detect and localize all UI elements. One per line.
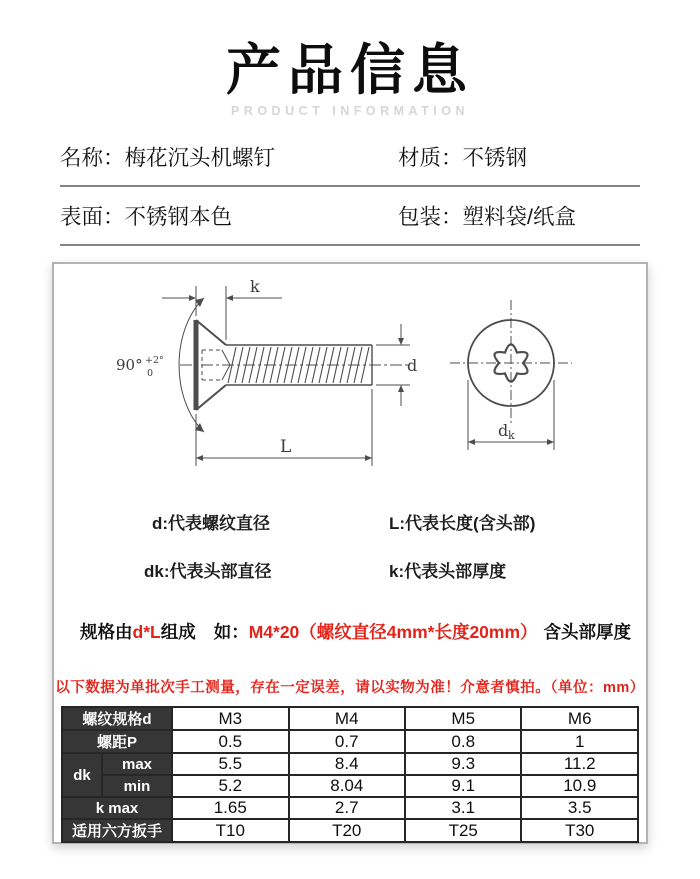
table-cell: 9.1	[405, 775, 521, 797]
info-item-name	[60, 141, 398, 172]
table-row-wrench	[62, 819, 638, 842]
table-cell: 5.5	[172, 753, 288, 775]
table-row-k-max	[62, 797, 638, 819]
screw-technical-drawing	[54, 268, 646, 483]
table-cell: 1.65	[172, 797, 288, 819]
table-row-dk-min	[62, 775, 638, 797]
info-label: 名称：	[60, 146, 125, 170]
table-cell: 3.1	[405, 797, 521, 819]
table-cell: 0.8	[405, 730, 521, 753]
dim-k	[162, 277, 282, 340]
info-label: 材质：	[398, 146, 463, 170]
dim-label-k: k	[250, 277, 260, 296]
info-item-packaging	[398, 200, 576, 231]
table-row-pitch	[62, 730, 638, 753]
info-label: 表面：	[60, 205, 125, 229]
spec-mid: 组成	[160, 622, 196, 642]
row-label-wrench: 适用六方扳手	[62, 819, 172, 842]
table-cell: T30	[521, 819, 638, 842]
header	[0, 0, 700, 118]
table-cell: 8.04	[289, 775, 405, 797]
table-cell: M6	[521, 707, 638, 730]
table-cell: M4	[289, 707, 405, 730]
spec-prefix: 规格由	[80, 622, 133, 642]
legend-item-L: L:代表长度(含头部)	[389, 514, 536, 533]
row-label-min: min	[102, 775, 172, 797]
spec-highlight-dl: d*L	[132, 622, 161, 642]
row-label-max: max	[102, 753, 172, 775]
row-label-pitch: 螺距P	[62, 730, 172, 753]
table-cell: M3	[172, 707, 288, 730]
table-row-dk-max	[62, 753, 638, 775]
row-label-k-max: k max	[62, 797, 172, 819]
spec-format-line	[80, 619, 646, 644]
table-cell: 2.7	[289, 797, 405, 819]
head-top-slant	[196, 320, 226, 345]
info-value: 梅花沉头机螺钉	[124, 146, 276, 170]
table-cell: 1	[521, 730, 638, 753]
table-cell: T20	[289, 819, 405, 842]
info-value: 不锈钢	[462, 146, 528, 170]
spec-table	[61, 706, 639, 843]
table-cell: 5.2	[172, 775, 288, 797]
angle-sub: 0	[147, 368, 154, 379]
info-value: 塑料袋/纸盒	[462, 205, 576, 229]
row-label-dk: dk	[62, 753, 102, 797]
table-cell: T25	[405, 819, 521, 842]
dim-L	[196, 389, 372, 466]
spec-suffix: 含头部厚度	[543, 622, 632, 642]
info-section	[60, 128, 640, 246]
measurement-notice: 以下数据为单批次手工测量，存在一定误差，请以实物为准！介意者慎拍。（单位：mm）	[55, 680, 645, 696]
info-row-2	[60, 187, 640, 246]
info-item-material	[398, 141, 527, 172]
info-item-surface	[60, 200, 398, 231]
technical-drawing-box	[52, 262, 648, 844]
dim-label-d: d	[407, 356, 418, 375]
legend-row-1	[54, 509, 646, 531]
legend-item-k: k:代表头部厚度	[389, 562, 507, 581]
info-value: 不锈钢本色	[124, 205, 233, 229]
angle-sup: +2°	[145, 355, 164, 366]
legend-row-2	[54, 557, 646, 579]
spec-highlight-example: M4*20（螺纹直径4mm*长度20mm）	[248, 622, 538, 642]
table-cell: 0.7	[289, 730, 405, 753]
table-cell: M5	[405, 707, 521, 730]
page-subtitle: PRODUCT INFORMATION	[230, 104, 470, 118]
table-cell: T10	[172, 819, 288, 842]
table-cell: 10.9	[521, 775, 638, 797]
info-label: 包装：	[398, 205, 463, 229]
table-cell: 9.3	[405, 753, 521, 775]
row-label-thread-spec: 螺纹规格d	[62, 707, 172, 730]
dim-label-dk: d	[498, 421, 509, 440]
table-cell: 11.2	[521, 753, 638, 775]
table-row-thread-spec	[62, 707, 638, 730]
table-cell: 8.4	[289, 753, 405, 775]
legend-item-dk: dk:代表头部直径	[144, 562, 272, 581]
head-bottom-slant	[196, 385, 226, 410]
table-cell: 0.5	[172, 730, 288, 753]
legend-item-d: d:代表螺纹直径	[152, 514, 271, 533]
angle-label: 90°	[116, 356, 143, 374]
info-row-1	[60, 128, 640, 187]
table-cell: 3.5	[521, 797, 638, 819]
screw-top-view	[450, 300, 572, 450]
screw-side-view	[116, 277, 417, 466]
page-title: 产品信息	[225, 39, 474, 101]
spec-example-label: 如：	[213, 622, 249, 642]
dim-label-dk-sub: k	[508, 429, 515, 442]
dim-label-L: L	[280, 437, 292, 457]
